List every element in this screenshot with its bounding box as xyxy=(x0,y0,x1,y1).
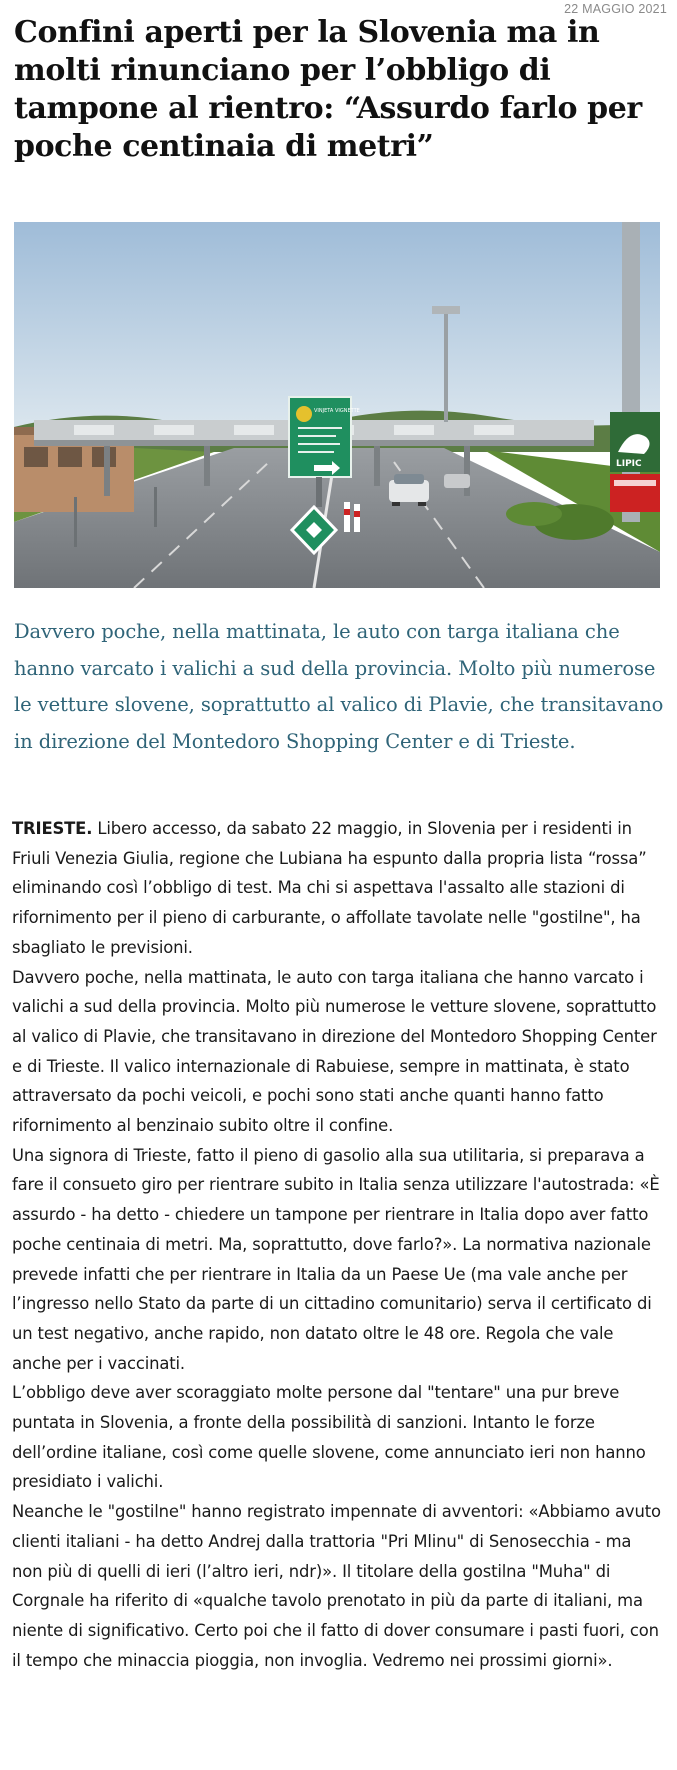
article-paragraph: Una signora di Trieste, fatto il pieno di gasolio alla sua utilitaria, si preparava a fare il consueto giro per rientrare subito in Italia senza utilizzare l'autostrada: «È assurdo - ha detto - chiedere un tampone per rientrare in Italia dopo aver fatto poche centinaia di metri. Ma, soprattutto, dove farlo?». La normativa nazionale prevede infatti che per rientrare in Italia da un Paese Ue (ma vale anche per l’ingresso nello Stato da parte di un cittadino comunitario) serva il certificato di un test negativo, anche rapido, non datato oltre le 48 ore. Regola che vale anche per i vaccinati. xyxy=(12,1145,660,1373)
article-body xyxy=(12,814,664,1675)
article-paragraph: L’obbligo deve aver scoraggiato molte persone dal "tentare" una pur breve puntata in Slovenia, a fronte della possibilità di sanzioni. Intanto le forze dell’ordine italiane, così come quelle slovene, come annunciato ieri non hanno presidiato i valichi. xyxy=(12,1383,646,1492)
sign-vignette-text: VINJETA VIGNETTE xyxy=(314,408,360,414)
article-summary: Davvero poche, nella mattinata, le auto con targa italiana che hanno varcato i valichi a sud della provincia. Molto più numerose le vetture slovene, soprattutto al valico di Plavie, che transitavano in direzione del Montedoro Shopping Center e di Trieste. xyxy=(14,620,664,753)
article-paragraph xyxy=(12,814,664,963)
article-lead: Libero accesso, da sabato 22 maggio, in Slovenia per i residenti in Friuli Venezia Giulia, regione che Lubiana ha espunto dalla propria lista “rossa” eliminando così l’obbligo di test. Ma chi si aspettava l'assalto alle stazioni di rifornimento per il pieno di carburante, o affollate tavolate nelle "gostilne", ha sbagliato le previsioni. xyxy=(12,819,647,957)
article-paragraph: Davvero poche, nella mattinata, le auto con targa italiana che hanno varcato i valichi a sud della provincia. Molto più numerose le vetture slovene, soprattutto al valico di Plavie, che transitavano in direzione del Montedoro Shopping Center e di Trieste. Il valico internazionale di Rabuiese, sempre in mattinata, è stato attraversato da pochi veicoli, e pochi sono stati anche quanti hanno fatto rifornimento al benzinaio subito oltre il confine. xyxy=(12,967,657,1136)
article-photo xyxy=(14,222,660,588)
pole-sign-text: LIPIC xyxy=(616,459,642,469)
article-headline: Confini aperti per la Slovenia ma in molti rinunciano per l’obbligo di tampone al rientro: “Assurdo farlo per poche centinaia di metri” xyxy=(14,15,642,164)
article-date: 22 MAGGIO 2021 xyxy=(564,2,667,16)
article-dateline: TRIESTE. xyxy=(12,819,93,838)
article-paragraph: Neanche le "gostilne" hanno registrato impennate di avventori: «Abbiamo avuto clienti italiani - ha detto Andrej dalla trattoria "Pri Mlinu" di Senosecchia - ma non più di quelli di ieri (l’altro ieri, ndr)». Il titolare della gostilna "Muha" di Corgnale ha riferito di «qualche tavolo prenotato in più da parte di italiani, ma niente di significativo. Certo poi che il fatto di dover consumare i pasti fuori, con il tempo che minaccia pioggia, non invoglia. Vedremo nei prossimi giorni». xyxy=(12,1502,661,1670)
